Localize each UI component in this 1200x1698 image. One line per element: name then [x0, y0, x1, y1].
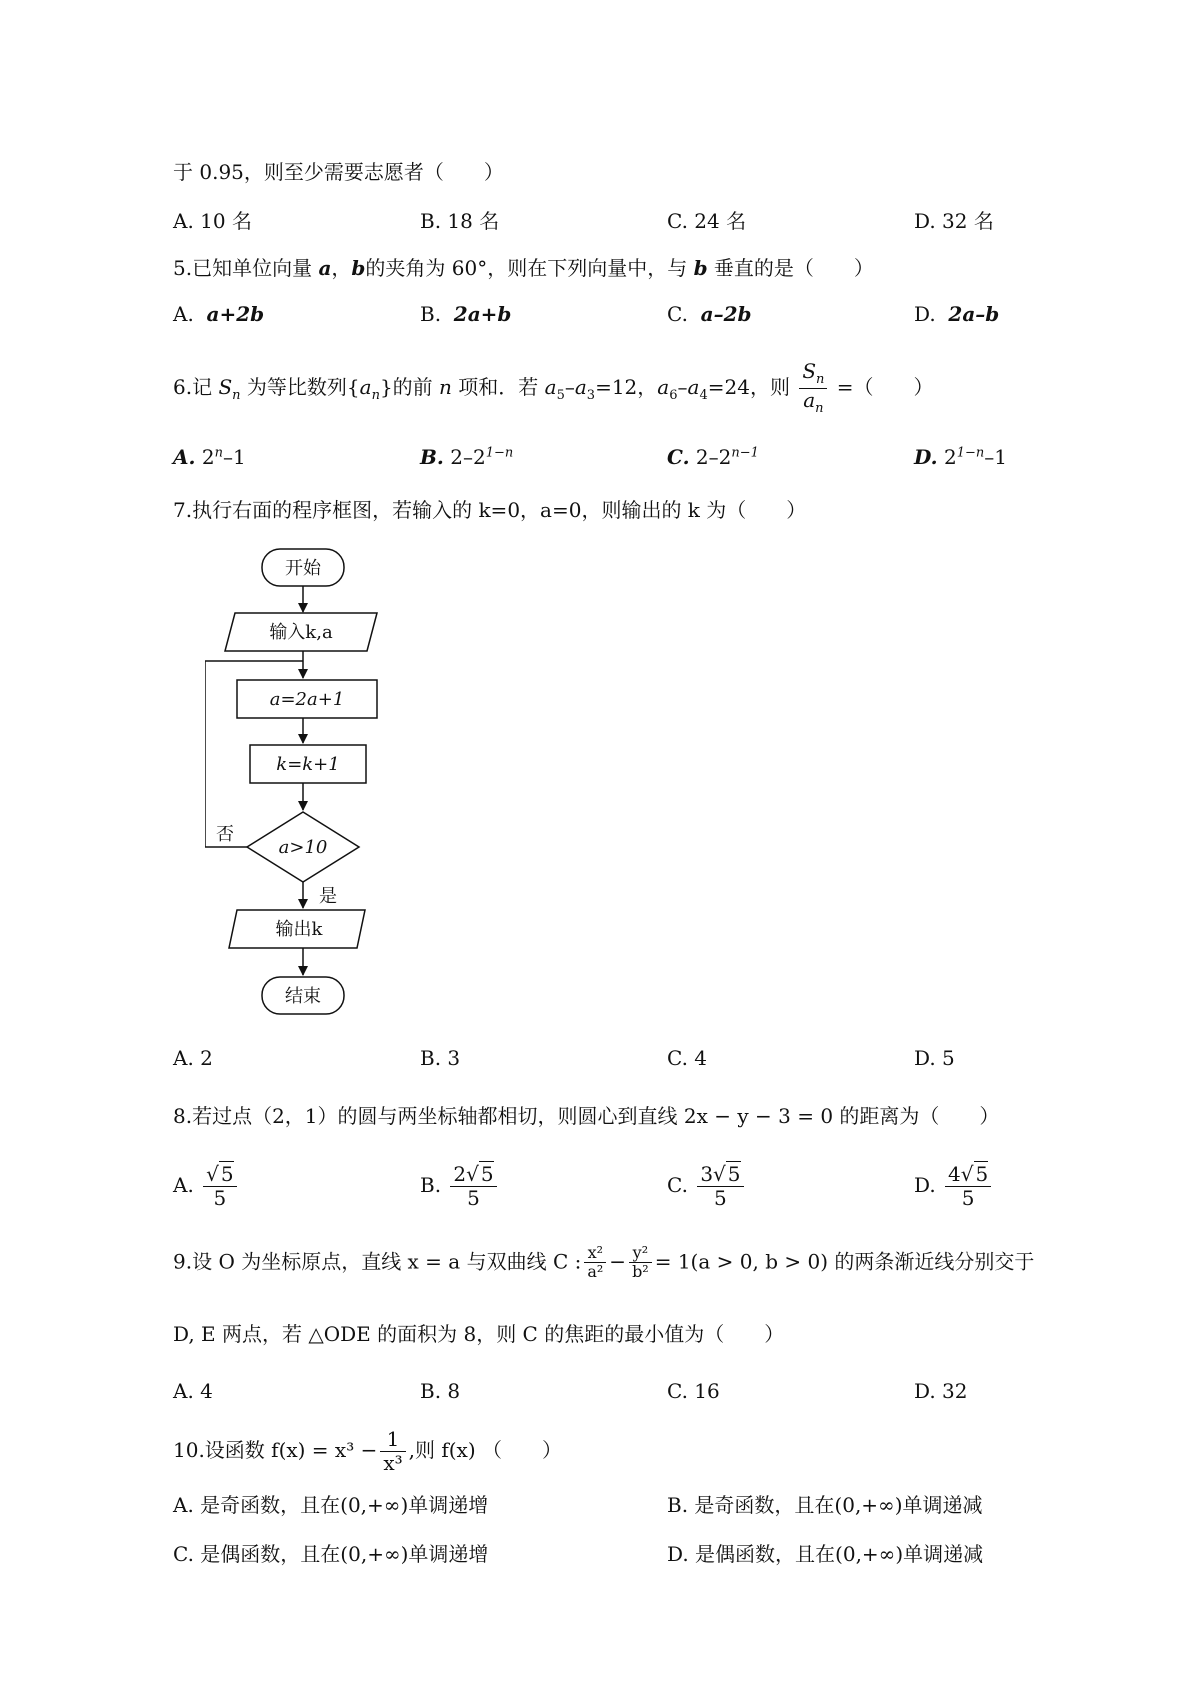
q8-option-b: B. $\frac{2√ 5}{5}$ — [420, 1163, 500, 1210]
q9-stem-line1: 9.设 O 为坐标原点，直线 x = a 与双曲线 C : $\frac{\text{x²}}{\text{a²}}$ − $\frac{\text{y²}}{\text{b²}}$ = 1(a > 0, b > 0) 的两条渐近线分别交于 — [173, 1243, 1035, 1282]
flow-start-label: 开始 — [285, 558, 321, 579]
flow-decision-label: a>10 — [278, 837, 328, 858]
q5-option-a: A. a+2b — [173, 302, 265, 326]
q7-option-d: D. 5 — [914, 1046, 955, 1070]
q7-stem: 7.执行右面的程序框图，若输入的 k=0，a=0，则输出的 k 为（ ） — [173, 498, 807, 522]
q7-option-c: C. 4 — [667, 1046, 708, 1070]
q8-option-d: D. $\frac{4√ 5}{5}$ — [914, 1163, 994, 1210]
flow-end-label: 结束 — [285, 986, 321, 1007]
flow-no-label: 否 — [216, 824, 234, 845]
q10-option-c: C. 是偶函数，且在(0,+∞)单调递增 — [173, 1542, 489, 1566]
q5-option-d: D. 2a–b — [914, 302, 1000, 326]
q8-option-a: A. $\frac{√ 5}{5}$ — [173, 1163, 240, 1210]
q9-option-b: B. 8 — [420, 1379, 461, 1403]
q4-option-b: B. 18 名 — [420, 209, 500, 233]
q10-stem: 10.设函数 f(x) = x³ − $\frac{1}{\text{x³}}$ ,则 f(x) （ ） — [173, 1427, 562, 1475]
q10-option-a: A. 是奇函数，且在(0,+∞)单调递增 — [173, 1493, 489, 1517]
q6-option-b: B. $2-2^{1-n}$ — [420, 445, 514, 469]
q5-stem: 5.已知单位向量 a，b的夹角为 60°，则在下列向量中，与 b 垂直的是（ ） — [173, 256, 874, 280]
q9-option-c: C. 16 — [667, 1379, 720, 1403]
flow-input-label: 输入k,a — [269, 622, 333, 643]
q6-option-d: D. $2^{1-n}-1$ — [914, 445, 1007, 469]
q7-option-b: B. 3 — [420, 1046, 461, 1070]
q6-option-c: C. $2-2^{n-1}$ — [667, 445, 759, 469]
q4-option-a: A. 10 名 — [173, 209, 252, 233]
q9-stem-line2: D, E 两点，若 △ODE 的面积为 8，则 C 的焦距的最小值为（ ） — [173, 1322, 785, 1346]
q9-option-d: D. 32 — [914, 1379, 968, 1403]
q8-stem: 8.若过点（2，1）的圆与两坐标轴都相切，则圆心到直线 2x − y − 3 = 0 的距离为（ ） — [173, 1104, 1000, 1128]
q4-option-c: C. 24 名 — [667, 209, 747, 233]
q5-option-b: B. 2a+b — [420, 302, 512, 326]
q10-option-d: D. 是偶函数，且在(0,+∞)单调递减 — [667, 1542, 984, 1566]
q4-option-d: D. 32 名 — [914, 209, 994, 233]
q10-option-b: B. 是奇函数，且在(0,+∞)单调递减 — [667, 1493, 983, 1517]
q4-stem-tail: 于 0.95，则至少需要志愿者（ ） — [173, 160, 504, 184]
q5-option-c: C. a–2b — [667, 302, 752, 326]
flow-step-k-label: k=k+1 — [276, 754, 340, 775]
q6-fraction: $\frac{S_n}{a_n}$ — [799, 360, 827, 417]
flow-step-a-label: a=2a+1 — [269, 689, 345, 710]
q8-option-c: C. $\frac{3√ 5}{5}$ — [667, 1163, 747, 1210]
q6-option-a: A. 2$^n$–1 — [173, 445, 246, 469]
flow-yes-label: 是 — [319, 886, 337, 907]
q7-option-a: A. 2 — [173, 1046, 213, 1070]
q9-option-a: A. 4 — [173, 1379, 213, 1403]
flow-output-label: 输出k — [275, 919, 323, 940]
flowchart — [205, 530, 405, 1020]
q6-stem: 6.记 $S_n$ 为等比数列$\{a_n\}$的前 n 项和．若 $a_5-a_3=12$，$a_6-a_4=24$，则 $\frac{S_n}{a_n}$ =（ ） — [173, 359, 934, 416]
